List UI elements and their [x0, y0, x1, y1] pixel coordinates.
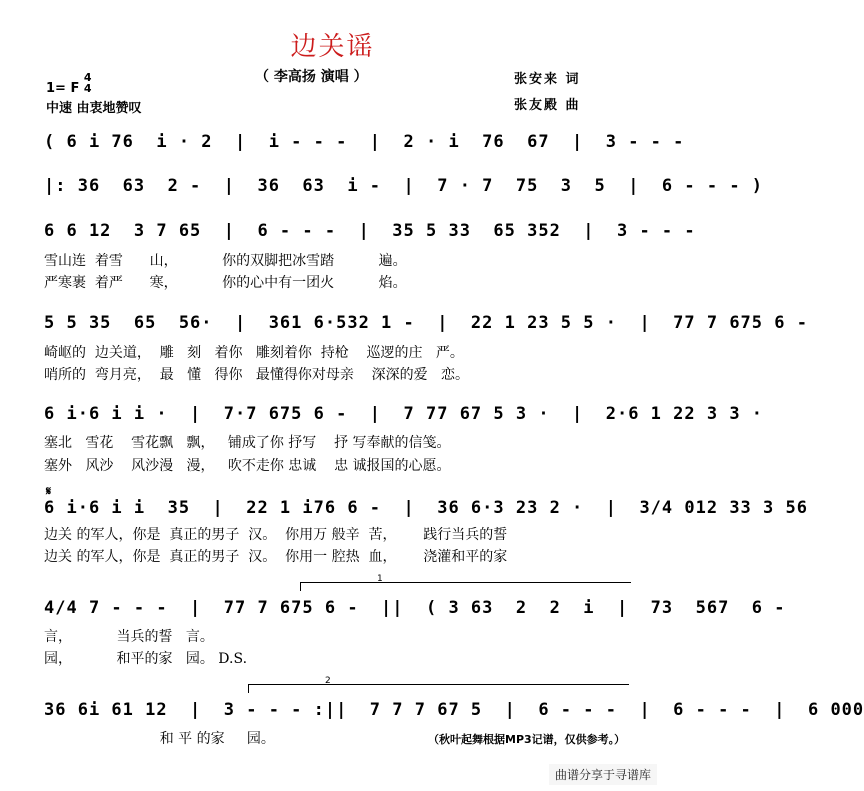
lyric-line-6a: 边关 的军人，你是 真正的男子 汉。 你用万 般辛 苦， 践行当兵的誓	[44, 527, 508, 543]
time-signature	[84, 72, 92, 94]
transcription-note: （秋叶起舞根据MP3记谱，仅供参考。）	[428, 733, 626, 746]
composer: 张友殿 曲	[514, 98, 581, 113]
watermark: 曲谱分享于寻谱库	[549, 764, 657, 785]
staff-line-5: 6 i·6 i i · | 7·7 675 6 - | 7 77 67 5 3 · | 2·6 1 22 3 3 ·	[44, 404, 764, 424]
key-label: 1= F	[46, 81, 80, 96]
lyric-line-5b: 塞外 风沙 风沙漫 漫， 吹不走你 忠诚 忠 诚报国的心愿。	[44, 458, 451, 474]
volta-bracket-1: 1	[300, 582, 631, 591]
lyric-line-3a: 雪山连 着雪 山， 你的双脚把冰雪踏 遍。	[44, 253, 407, 269]
lyric-line-5a: 塞北 雪花 雪花飘 飘， 铺成了你 抒写 抒 写奉献的信笺。	[44, 435, 451, 451]
lyric-line-7b: 园， 和平的家 园。 D.S.	[44, 651, 248, 667]
lyric-line-4a: 崎岖的 边关道， 雕 刻 着你 雕刻着你 持枪 巡逻的庄 严。	[44, 345, 464, 361]
lyric-line-4b: 哨所的 弯月亮， 最 懂 得你 最懂得你对母亲 深深的爱 恋。	[44, 367, 470, 383]
song-title: 边关谣	[290, 32, 375, 62]
lyric-line-7a: 言， 当兵的誓 言。	[44, 629, 214, 645]
staff-line-1: ( 6 i 76 i · 2 | i - - - | 2 · i 76 67 | 3 - - -	[44, 132, 685, 152]
lyric-line-6b: 边关 的军人，你是 真正的男子 汉。 你用一 腔热 血， 浇灌和平的家	[44, 549, 508, 565]
segno-sign: 𝄋	[46, 484, 52, 498]
staff-line-7: 4/4 7 - - - | 77 7 675 6 - || ( 3 63 2 2 i | 73 567 6 -	[44, 598, 786, 618]
key-signature	[46, 72, 92, 96]
volta-bracket-2: 2	[248, 684, 629, 693]
singer: （ 李高扬 演唱 ）	[255, 69, 368, 85]
lyric-line-8a: 和 平 的家 园。	[44, 731, 275, 747]
staff-line-4: 5 5 35 65 56· | 361 6·532 1 - | 22 1 23 5 5 · | 77 7 675 6 -	[44, 313, 808, 333]
staff-line-3: 6 6 12 3 7 65 | 6 - - - | 35 5 33 65 352 | 3 - - -	[44, 221, 696, 241]
staff-line-6: 6 i·6 i i 35 | 22 1 i76 6 - | 36 6·3 23 2 · | 3/4 012 33 3 56	[44, 498, 808, 518]
lyricist: 张安来 词	[514, 72, 581, 87]
staff-line-2: |: 36 63 2 - | 36 63 i - | 7 · 7 75 3 5 | 6 - - - )	[44, 176, 764, 196]
time-denominator: 4	[83, 82, 92, 95]
time-numerator: 4	[83, 71, 92, 84]
tempo-marking: 中速 由衷地赞叹	[46, 101, 142, 116]
staff-line-8: 36 6i 61 12 | 3 - - - :|| 7 7 7 67 5 | 6 - - - | 6 - - - | 6 000	[44, 700, 864, 720]
lyric-line-3b: 严寒裹 着严 寒， 你的心中有一团火 焰。	[44, 275, 407, 291]
